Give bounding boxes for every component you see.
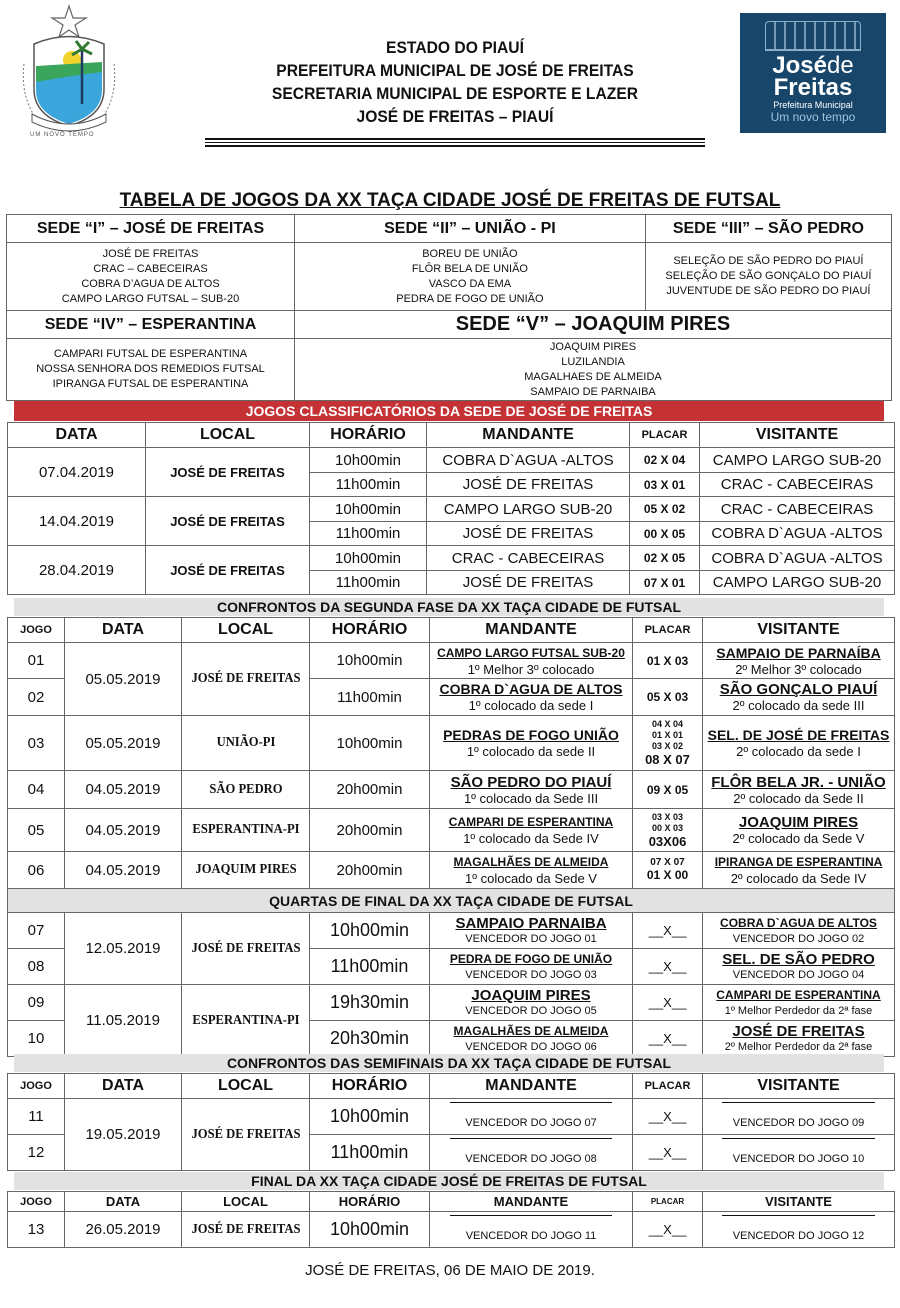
semifinais-table (7, 1073, 895, 1171)
team-name: MAGALHAES DE ALMEIDA (524, 370, 662, 383)
col-local: LOCAL (182, 1192, 310, 1212)
sedes-table (6, 214, 892, 401)
header-rule (205, 145, 705, 147)
team-name: BOREU DE UNIÃO (422, 247, 518, 260)
away-team-cell: CAMPO LARGO SUB-20 (700, 571, 895, 595)
away-seed: 2º colocado da Sede V (732, 831, 865, 846)
away-team-cell (703, 1212, 895, 1248)
col-horario: HORÁRIO (310, 1074, 430, 1099)
away-team: JOAQUIM PIRES (738, 814, 859, 831)
local-cell: JOSÉ DE FREITAS (188, 643, 303, 716)
away-team: SAMPAIO DE PARNAÍBA (716, 644, 881, 661)
blank-line (722, 1215, 875, 1229)
time-cell: 10h00min (310, 913, 430, 949)
score-cell: __X__ (633, 1099, 703, 1135)
team-name: NOSSA SENHORA DOS REMEDIOS FUTSAL (36, 363, 265, 375)
time-cell: 10h00min (310, 497, 427, 522)
date-cell: 19.05.2019 (65, 1099, 182, 1171)
score-cell: __X__ (633, 913, 703, 949)
local-cell: ESPERANTINA-PI (188, 809, 303, 852)
team-name: JOSÉ DE FREITAS (102, 247, 199, 260)
brand-de: de (827, 52, 854, 79)
away-team-cell (703, 1021, 895, 1057)
away-team-cell (703, 716, 895, 771)
home-team: COBRA D`AGUA DE ALTOS (439, 681, 623, 697)
time-cell: 10h00min (310, 643, 430, 679)
team-name: CRAC – CABECEIRAS (93, 262, 208, 275)
score-cell: 05 X 03 (633, 679, 703, 716)
col-placar: PLACAR (630, 423, 700, 448)
away-seed: 1º Melhor Perdedor da 2ª fase (724, 1004, 873, 1017)
time-cell: 11h00min (310, 571, 427, 595)
away-team-cell: CAMPO LARGO SUB-20 (700, 448, 895, 473)
score-line: 08 X 07 (645, 752, 690, 767)
score-cell: 09 X 05 (633, 771, 703, 809)
date-cell: 04.05.2019 (65, 771, 182, 809)
sede-2-name: SEDE “II” – UNIÃO - PI (295, 215, 646, 243)
score-cell: 02 X 05 (630, 546, 700, 571)
time-cell: 11h00min (310, 679, 430, 716)
date-cell: 26.05.2019 (65, 1212, 182, 1248)
sede-3-teams (645, 243, 891, 311)
home-team-cell (430, 1135, 633, 1171)
document-header (0, 0, 900, 150)
score-cell: __X__ (633, 1212, 703, 1248)
header-line-prefeitura: PREFEITURA MUNICIPAL DE JOSÉ DE FREITAS (276, 61, 634, 80)
away-team-cell (703, 771, 895, 809)
table-row (8, 497, 895, 522)
table-row (8, 985, 895, 1021)
col-placar: PLACAR (633, 1074, 703, 1099)
col-horario: HORÁRIO (310, 423, 427, 448)
home-seed: 1º colocado da Sede IV (463, 831, 599, 846)
classificatorios-table (7, 422, 895, 595)
table-row (8, 716, 895, 771)
score-cell: __X__ (633, 985, 703, 1021)
table-row (8, 448, 895, 473)
time-cell: 10h00min (310, 448, 427, 473)
time-cell: 10h00min (310, 1099, 430, 1135)
home-seed: 1º colocado da sede II (466, 744, 596, 759)
team-name: IPIRANGA FUTSAL DE ESPERANTINA (52, 378, 249, 390)
sede-5-teams (295, 339, 892, 401)
home-team-cell: JOSÉ DE FREITAS (427, 571, 630, 595)
time-cell: 19h30min (310, 985, 430, 1021)
home-seed: 1º Melhor 3º colocado (467, 661, 595, 677)
team-name: VASCO DA EMA (428, 277, 512, 290)
score-cell: __X__ (633, 1021, 703, 1057)
home-seed: 1º colocado da Sede III (463, 790, 599, 806)
game-number: 10 (8, 1021, 65, 1057)
score-line: 01 X 01 (651, 730, 684, 740)
game-number: 06 (8, 852, 65, 889)
home-team-cell (430, 771, 633, 809)
home-seed: VENCEDOR DO JOGO 08 (465, 1153, 597, 1165)
score-cell: __X__ (633, 1135, 703, 1171)
team-name: FLÔR BELA DE UNIÃO (411, 262, 528, 275)
away-team-cell: COBRA D`AGUA -ALTOS (700, 546, 895, 571)
away-seed: VENCEDOR DO JOGO 10 (732, 1153, 865, 1165)
home-team: SAMPAIO PARNAIBA (455, 914, 607, 932)
sede-4-name: SEDE “IV” – ESPERANTINA (7, 311, 295, 339)
header-text (190, 36, 720, 128)
score-cell: 02 X 04 (630, 448, 700, 473)
away-team-cell (703, 679, 895, 716)
away-team: CAMPARI DE ESPERANTINA (716, 987, 881, 1002)
table-row (8, 643, 895, 679)
sede-1-name: SEDE “I” – JOSÉ DE FREITAS (7, 215, 295, 243)
away-team-cell (703, 913, 895, 949)
away-team-cell (703, 643, 895, 679)
blank-line (450, 1102, 612, 1116)
home-team-cell: JOSÉ DE FREITAS (427, 473, 630, 497)
local-cell: JOSÉ DE FREITAS (146, 497, 310, 546)
local-cell: JOAQUIM PIRES (188, 852, 303, 889)
score-cell: 05 X 02 (630, 497, 700, 522)
away-team-cell (703, 809, 895, 852)
home-seed: 1º colocado da sede I (468, 698, 594, 713)
local-cell: UNIÃO-PI (188, 716, 303, 771)
col-visitante: VISITANTE (703, 1192, 895, 1212)
time-cell: 11h00min (310, 522, 427, 546)
sede-5-name: SEDE “V” – JOAQUIM PIRES (295, 311, 892, 339)
away-seed: 2º colocado da sede III (732, 698, 865, 713)
col-visitante: VISITANTE (700, 423, 895, 448)
home-team-cell (430, 985, 633, 1021)
team-name: SAMPAIO DE PARNAIBA (530, 385, 656, 398)
col-jogo: JOGO (8, 618, 65, 643)
col-jogo: JOGO (8, 1192, 65, 1212)
score-line: 01 X 00 (646, 868, 689, 882)
away-team: FLÔR BELA JR. - UNIÃO (711, 773, 886, 791)
team-name: PEDRA DE FOGO DE UNIÃO (396, 292, 544, 305)
final-table (7, 1191, 895, 1248)
brand-freitas: Freitas (773, 74, 853, 101)
final-title: FINAL DA XX TAÇA CIDADE JOSÉ DE FREITAS DE FUTSAL (14, 1172, 884, 1190)
segunda-fase-table (7, 617, 895, 1057)
home-seed: VENCEDOR DO JOGO 07 (465, 1117, 597, 1129)
away-seed: VENCEDOR DO JOGO 04 (732, 968, 865, 981)
classificatorios-title: JOGOS CLASSIFICATÓRIOS DA SEDE DE JOSÉ DE FREITAS (14, 401, 884, 421)
col-local: LOCAL (146, 423, 310, 448)
game-number: 02 (8, 679, 65, 716)
team-name: CAMPO LARGO FUTSAL – SUB-20 (61, 292, 240, 305)
home-seed: VENCEDOR DO JOGO 11 (465, 1230, 597, 1242)
date-cell: 04.05.2019 (65, 809, 182, 852)
time-cell: 20h00min (310, 852, 430, 889)
time-cell: 10h00min (310, 1212, 430, 1248)
home-team-cell: JOSÉ DE FREITAS (427, 522, 630, 546)
home-team: JOAQUIM PIRES (471, 986, 591, 1004)
time-cell: 11h00min (310, 1135, 430, 1171)
team-name: COBRA D’AGUA DE ALTOS (81, 277, 220, 290)
team-name: JUVENTUDE DE SÃO PEDRO DO PIAUÍ (666, 285, 871, 297)
crest-caption: UM NOVO TEMPO (30, 132, 95, 138)
away-team: SEL. DE JOSÉ DE FREITAS (707, 727, 890, 743)
date-cell: 07.04.2019 (8, 448, 146, 497)
col-visitante: VISITANTE (703, 618, 895, 643)
sede-3-name: SEDE “III” – SÃO PEDRO (645, 215, 891, 243)
team-name: SELEÇÃO DE SÃO GONÇALO DO PIAUÍ (665, 270, 872, 282)
home-team-cell (430, 1212, 633, 1248)
time-cell: 11h00min (310, 949, 430, 985)
local-cell: JOSÉ DE FREITAS (188, 1099, 303, 1171)
home-team: MAGALHÃES DE ALMEIDA (453, 855, 609, 869)
away-team: SEL. DE SÃO PEDRO (722, 950, 875, 968)
segunda-fase-title: CONFRONTOS DA SEGUNDA FASE DA XX TAÇA CIDADE DE FUTSAL (14, 598, 884, 616)
col-mandante: MANDANTE (430, 618, 633, 643)
header-line-city: JOSÉ DE FREITAS – PIAUÍ (356, 107, 554, 126)
local-cell: JOSÉ DE FREITAS (188, 913, 303, 985)
home-team: CAMPO LARGO FUTSAL SUB-20 (437, 645, 625, 660)
time-cell: 20h00min (310, 809, 430, 852)
away-team-cell: CRAC - CABECEIRAS (700, 473, 895, 497)
table-row (8, 546, 895, 571)
date-cell: 28.04.2019 (8, 546, 146, 595)
document-footer-date: JOSÉ DE FREITAS, 06 DE MAIO DE 2019. (305, 1262, 595, 1279)
home-team: PEDRAS DE FOGO UNIÃO (443, 727, 619, 743)
time-cell: 11h00min (310, 473, 427, 497)
away-team-cell (703, 852, 895, 889)
local-cell: JOSÉ DE FREITAS (146, 546, 310, 595)
home-team-cell (430, 913, 633, 949)
away-seed: 2º colocado da Sede II (733, 790, 864, 806)
sede-4-teams (7, 339, 295, 401)
col-visitante: VISITANTE (703, 1074, 895, 1099)
date-cell: 05.05.2019 (65, 716, 182, 771)
team-name: JOAQUIM PIRES (549, 340, 637, 353)
col-local: LOCAL (182, 618, 310, 643)
away-team: IPIRANGA DE ESPERANTINA (714, 855, 883, 869)
home-team-cell (430, 949, 633, 985)
time-cell: 20h30min (310, 1021, 430, 1057)
score-line: 03X06 (648, 833, 687, 849)
away-team-cell: CRAC - CABECEIRAS (700, 497, 895, 522)
blank-line (722, 1102, 875, 1116)
header-line-state: ESTADO DO PIAUÍ (386, 38, 524, 57)
building-icon (765, 21, 861, 51)
brand-slogan: Um novo tempo (770, 110, 856, 124)
table-row (8, 852, 895, 889)
score-cell (633, 852, 703, 889)
game-number: 08 (8, 949, 65, 985)
home-team-cell (430, 852, 633, 889)
game-number: 11 (8, 1099, 65, 1135)
col-horario: HORÁRIO (310, 618, 430, 643)
table-row (8, 809, 895, 852)
blank-line (722, 1138, 875, 1152)
local-cell: JOSÉ DE FREITAS (188, 1212, 303, 1248)
game-number: 13 (8, 1212, 65, 1248)
away-seed: 2º Melhor 3º colocado (735, 661, 862, 677)
game-number: 04 (8, 771, 65, 809)
game-number: 01 (8, 643, 65, 679)
time-cell: 20h00min (310, 771, 430, 809)
home-team: PEDRA DE FOGO DE UNIÃO (449, 951, 613, 966)
col-mandante: MANDANTE (427, 423, 630, 448)
quartas-title: QUARTAS DE FINAL DA XX TAÇA CIDADE DE FUTSAL (8, 889, 895, 913)
away-seed: VENCEDOR DO JOGO 12 (732, 1230, 865, 1242)
blank-line (450, 1215, 612, 1229)
col-data: DATA (8, 423, 146, 448)
away-seed: VENCEDOR DO JOGO 09 (732, 1117, 865, 1129)
home-team-cell (430, 643, 633, 679)
header-line-secretaria: SECRETARIA MUNICIPAL DE ESPORTE E LAZER (271, 84, 639, 103)
col-mandante: MANDANTE (430, 1074, 633, 1099)
away-team-cell (703, 1099, 895, 1135)
header-rule (205, 138, 705, 140)
away-seed: 2º Melhor Perdedor da 2ª fase (724, 1040, 873, 1053)
date-cell: 14.04.2019 (8, 497, 146, 546)
game-number: 05 (8, 809, 65, 852)
away-team: SÃO GONÇALO PIAUÍ (719, 681, 878, 698)
municipal-crest-icon (14, 4, 124, 142)
home-team: CAMPARI DE ESPERANTINA (448, 815, 614, 829)
home-team-cell: CRAC - CABECEIRAS (427, 546, 630, 571)
score-cell: 00 X 05 (630, 522, 700, 546)
score-cell: 01 X 03 (633, 643, 703, 679)
col-data: DATA (65, 1074, 182, 1099)
away-seed: 2º colocado da Sede IV (730, 871, 867, 886)
score-cell: 07 X 01 (630, 571, 700, 595)
page-title: TABELA DE JOGOS DA XX TAÇA CIDADE JOSÉ DE FREITAS DE FUTSAL (119, 190, 781, 211)
header-rule (205, 142, 705, 143)
score-line: 00 X 03 (651, 822, 684, 833)
home-seed: VENCEDOR DO JOGO 03 (465, 968, 597, 981)
score-cell: 03 X 01 (630, 473, 700, 497)
home-team: MAGALHÃES DE ALMEIDA (453, 1023, 609, 1038)
time-cell: 10h00min (310, 716, 430, 771)
score-cell: __X__ (633, 949, 703, 985)
home-seed: VENCEDOR DO JOGO 05 (465, 1004, 597, 1017)
home-team-cell (430, 679, 633, 716)
away-team-cell (703, 985, 895, 1021)
date-cell: 11.05.2019 (65, 985, 182, 1057)
home-team-cell: COBRA D`AGUA -ALTOS (427, 448, 630, 473)
score-cell (633, 809, 703, 852)
col-mandante: MANDANTE (430, 1192, 633, 1212)
semifinais-title: CONFRONTOS DAS SEMIFINAIS DA XX TAÇA CIDADE DE FUTSAL (14, 1054, 884, 1072)
home-team-cell (430, 716, 633, 771)
col-placar: PLACAR (633, 618, 703, 643)
time-cell: 10h00min (310, 546, 427, 571)
local-cell: JOSÉ DE FREITAS (146, 448, 310, 497)
date-cell: 04.05.2019 (65, 852, 182, 889)
away-seed: 2º colocado da sede I (736, 744, 861, 759)
away-team-cell (703, 1135, 895, 1171)
score-line: 07 X 07 (650, 857, 685, 868)
home-team-cell: CAMPO LARGO SUB-20 (427, 497, 630, 522)
sede-1-teams (7, 243, 295, 311)
date-cell: 12.05.2019 (65, 913, 182, 985)
away-seed: VENCEDOR DO JOGO 02 (732, 932, 865, 945)
blank-line (450, 1138, 612, 1152)
col-data: DATA (65, 1192, 182, 1212)
team-name: SELEÇÃO DE SÃO PEDRO DO PIAUÍ (673, 255, 864, 267)
team-name: CAMPARI FUTSAL DE ESPERANTINA (53, 348, 248, 360)
prefeitura-brand-logo (740, 13, 886, 133)
table-row (8, 1099, 895, 1135)
table-row (8, 913, 895, 949)
score-line: 03 X 02 (651, 741, 684, 751)
away-team: JOSÉ DE FREITAS (732, 1022, 865, 1040)
home-team-cell (430, 809, 633, 852)
home-team-cell (430, 1021, 633, 1057)
score-cell (633, 716, 703, 771)
brand-prefeitura: Prefeitura Municipal (773, 100, 853, 110)
table-row (8, 771, 895, 809)
score-line: 03 X 03 (651, 811, 684, 822)
col-data: DATA (65, 618, 182, 643)
game-number: 03 (8, 716, 65, 771)
table-row (8, 1212, 895, 1248)
game-number: 07 (8, 913, 65, 949)
local-cell: ESPERANTINA-PI (188, 985, 303, 1057)
brand-jose: José (772, 52, 827, 79)
date-cell: 05.05.2019 (65, 643, 182, 716)
game-number: 12 (8, 1135, 65, 1171)
home-team: SÃO PEDRO DO PIAUÍ (450, 773, 612, 791)
home-seed: VENCEDOR DO JOGO 06 (465, 1040, 597, 1053)
col-jogo: JOGO (8, 1074, 65, 1099)
home-team-cell (430, 1099, 633, 1135)
col-horario: HORÁRIO (310, 1192, 430, 1212)
score-line: 04 X 04 (651, 719, 684, 729)
local-cell: SÃO PEDRO (188, 771, 303, 809)
away-team-cell: COBRA D`AGUA -ALTOS (700, 522, 895, 546)
home-seed: VENCEDOR DO JOGO 01 (465, 932, 597, 945)
col-placar: PLACAR (633, 1192, 703, 1212)
away-team-cell (703, 949, 895, 985)
team-name: LUZILANDIA (561, 355, 625, 368)
game-number: 09 (8, 985, 65, 1021)
away-team: COBRA D`AGUA DE ALTOS (720, 915, 877, 930)
sede-2-teams (295, 243, 646, 311)
home-seed: 1º colocado da Sede V (465, 871, 597, 886)
col-local: LOCAL (182, 1074, 310, 1099)
